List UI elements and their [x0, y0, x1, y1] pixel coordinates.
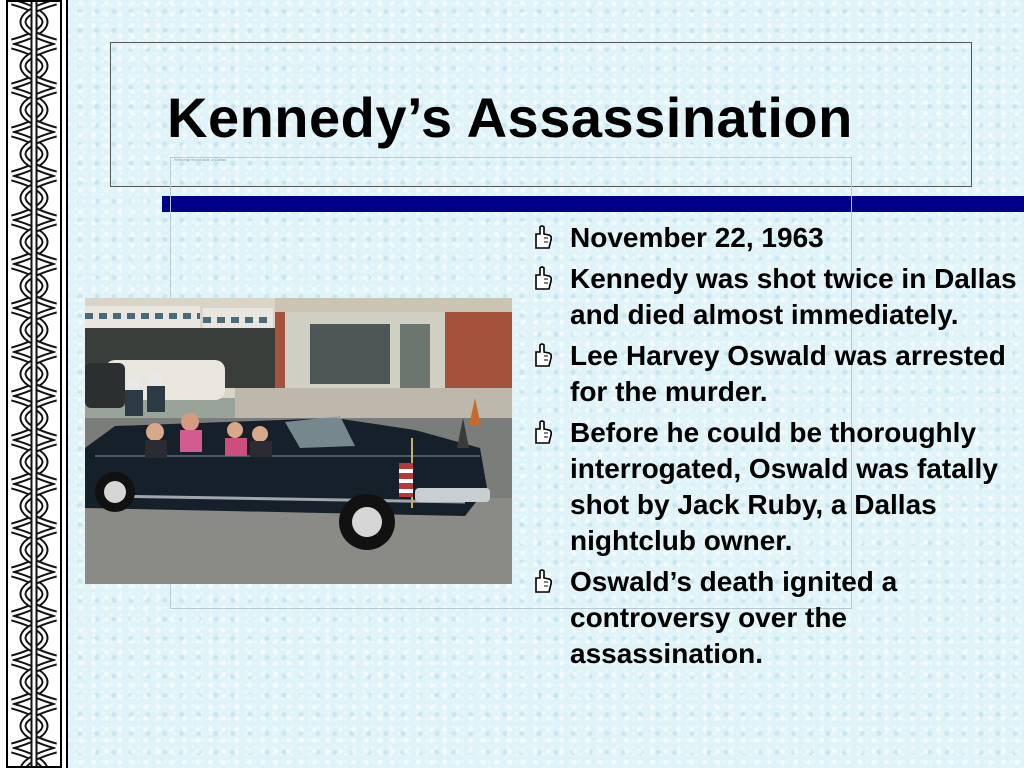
slide-title: Kennedy’s Assassination [167, 86, 853, 149]
motorcade-photo [85, 298, 512, 584]
pointing-hand-icon [532, 342, 554, 368]
image-caption: Kennedy motorcade in Dallas [174, 157, 227, 162]
list-item [530, 415, 1020, 559]
pointing-hand-icon [532, 265, 554, 291]
bullet-text: November 22, 1963 [570, 222, 824, 253]
celtic-knot-pattern [6, 0, 62, 768]
bullet-text: Lee Harvey Oswald was arrested for the murder. [570, 340, 1006, 407]
list-item [530, 261, 1020, 333]
list-item [530, 220, 1020, 256]
bullet-text: Before he could be thoroughly interrogated, Oswald was fatally shot by Jack Ruby, a Dallas nightclub owner. [570, 417, 998, 556]
pointing-hand-icon [532, 224, 554, 250]
bullet-text: Kennedy was shot twice in Dallas and died almost immediately. [570, 263, 1017, 330]
bullet-text: Oswald’s death ignited a controversy over the assassination. [570, 566, 898, 669]
celtic-knot-border [0, 0, 68, 768]
pointing-hand-icon [532, 419, 554, 445]
bullet-list [530, 220, 1020, 677]
pointing-hand-icon [532, 568, 554, 594]
list-item [530, 338, 1020, 410]
list-item [530, 564, 1020, 672]
